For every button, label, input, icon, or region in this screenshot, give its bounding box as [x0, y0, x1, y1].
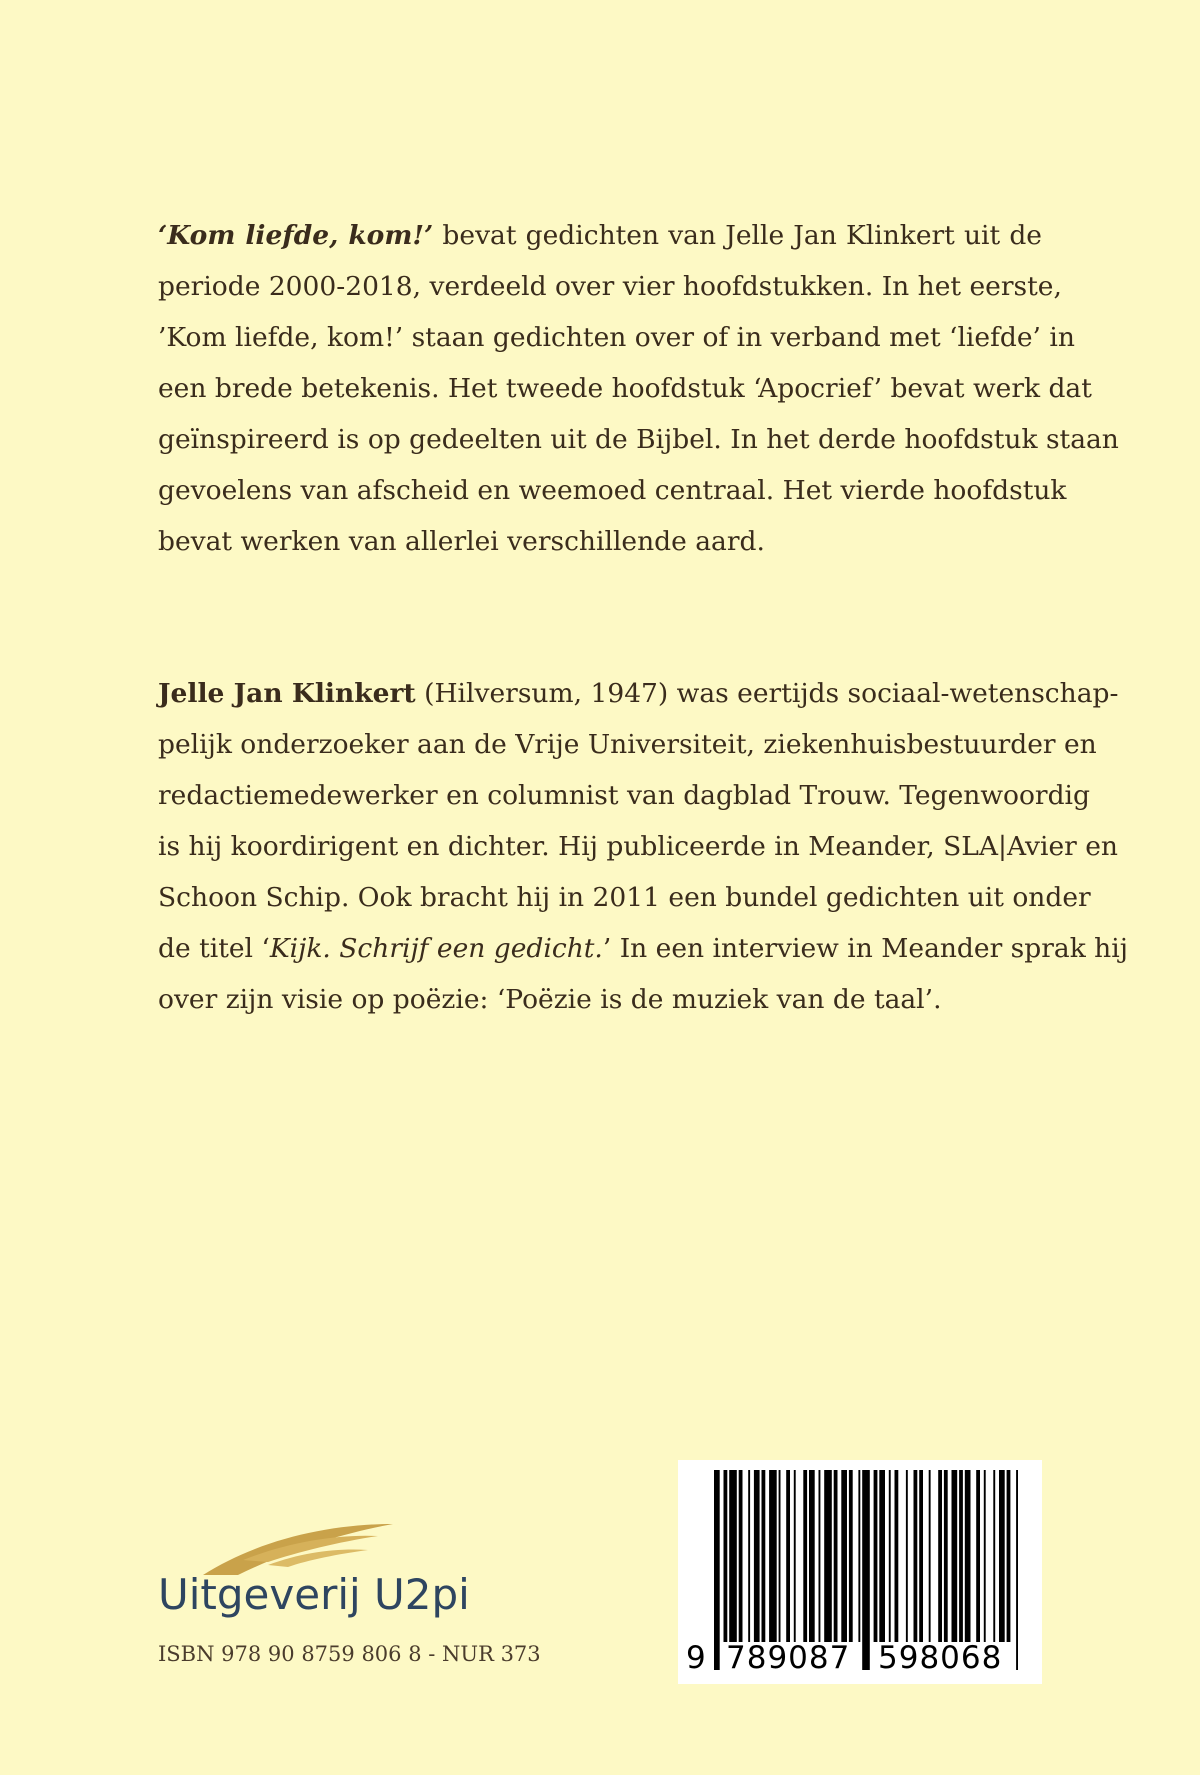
isbn-barcode	[678, 1460, 1042, 1684]
barcode-bar	[984, 1470, 986, 1642]
author-name: Jelle Jan Klinkert	[158, 678, 416, 709]
barcode-bar	[748, 1470, 750, 1642]
barcode-digits-right: 598068	[878, 1640, 1003, 1676]
barcode-bar	[993, 1470, 995, 1642]
barcode-bar	[889, 1470, 891, 1642]
book-title: ‘Kom liefde, kom!’	[158, 220, 434, 251]
bio-line: Schoon Schip. Ook bracht hij in 2011 een bundel gedichten uit onder	[158, 882, 1091, 913]
barcode-bar	[819, 1470, 821, 1642]
publisher-name: Uitgeverij U2pi	[158, 1570, 470, 1619]
blurb-line: periode 2000-2018, verdeeld over vier hoofdstukken. In het eerste,	[158, 271, 1062, 302]
barcode-bar	[834, 1470, 838, 1642]
bio-line: de titel ‘Kijk. Schrijf een gedicht.’ In een interview in Meander sprak hij	[158, 933, 1128, 964]
barcode-bar	[779, 1470, 781, 1642]
blurb-line: geïnspireerd is op gedeelten uit de Bijbel. In het derde hoofdstuk staan	[158, 424, 1119, 455]
blurb-line: ’Kom liefde, kom!’ staan gedichten over of in verband met ‘liefde’ in	[158, 322, 1075, 353]
barcode-bar	[914, 1470, 918, 1642]
barcode-bar	[849, 1470, 853, 1642]
bio-line: redactiemedewerker en columnist van dagblad Trouw. Tegenwoordig	[158, 780, 1090, 811]
barcode-bar	[895, 1470, 899, 1642]
barcode-digits	[678, 1640, 1042, 1680]
blurb-line: ‘Kom liefde, kom!’ bevat gedichten van Jelle Jan Klinkert uit de	[158, 220, 1042, 251]
barcode-bar	[879, 1470, 885, 1642]
barcode-bar	[965, 1470, 971, 1642]
barcode-bar	[944, 1470, 948, 1642]
barcode-digits-left: 789087	[726, 1640, 851, 1676]
book-description	[158, 210, 1119, 567]
barcode-bar	[739, 1470, 743, 1642]
barcode-bar	[874, 1470, 878, 1642]
bio-line: pelijk onderzoeker aan de Vrije Universiteit, ziekenhuisbestuurder en	[158, 729, 1097, 760]
barcode-bar	[938, 1470, 942, 1642]
barcode-bar	[724, 1470, 728, 1642]
barcode-bar	[952, 1470, 958, 1642]
barcode-bar	[999, 1470, 1005, 1642]
barcode-bar	[906, 1470, 908, 1642]
barcode-bar	[841, 1470, 847, 1642]
barcode-bar	[976, 1470, 980, 1642]
barcode-bar	[754, 1470, 760, 1642]
earlier-book-title: Kijk. Schrijf een gedicht.	[269, 933, 603, 964]
blurb-line: een brede betekenis. Het tweede hoofdstuk ‘Apocrief’ bevat werk dat	[158, 373, 1092, 404]
barcode-bar	[786, 1470, 790, 1642]
barcode-bar	[959, 1470, 963, 1642]
barcode-digit-first: 9	[686, 1640, 707, 1676]
barcode-bar	[858, 1470, 860, 1642]
barcode-bar	[1007, 1470, 1011, 1642]
barcode-bar	[803, 1470, 807, 1642]
barcode-bar	[762, 1470, 766, 1642]
bio-line: over zijn visie op poëzie: ‘Poëzie is de muziek van de taal’.	[158, 984, 942, 1015]
author-bio	[158, 668, 1128, 1025]
blurb-line: bevat werken van allerlei verschillende aard.	[158, 526, 765, 557]
barcode-bar	[769, 1470, 777, 1642]
bio-line: Jelle Jan Klinkert (Hilversum, 1947) was eertijds sociaal-wetenschap-	[158, 678, 1119, 709]
bio-line: is hij koordirigent en dichter. Hij publiceerde in Meander, SLA|Avier en	[158, 831, 1119, 862]
barcode-bar	[824, 1470, 832, 1642]
barcode-bar	[794, 1470, 796, 1642]
barcode-bar	[729, 1470, 737, 1642]
isbn-nur-line: ISBN 978 90 8759 806 8 - NUR 373	[158, 1642, 541, 1666]
barcode-bar	[929, 1470, 931, 1642]
publisher-logo	[158, 1520, 470, 1630]
barcode-bar	[919, 1470, 923, 1642]
barcode-bar	[809, 1470, 815, 1642]
blurb-line: gevoelens van afscheid en weemoed centraal. Het vierde hoofdstuk	[158, 475, 1067, 506]
